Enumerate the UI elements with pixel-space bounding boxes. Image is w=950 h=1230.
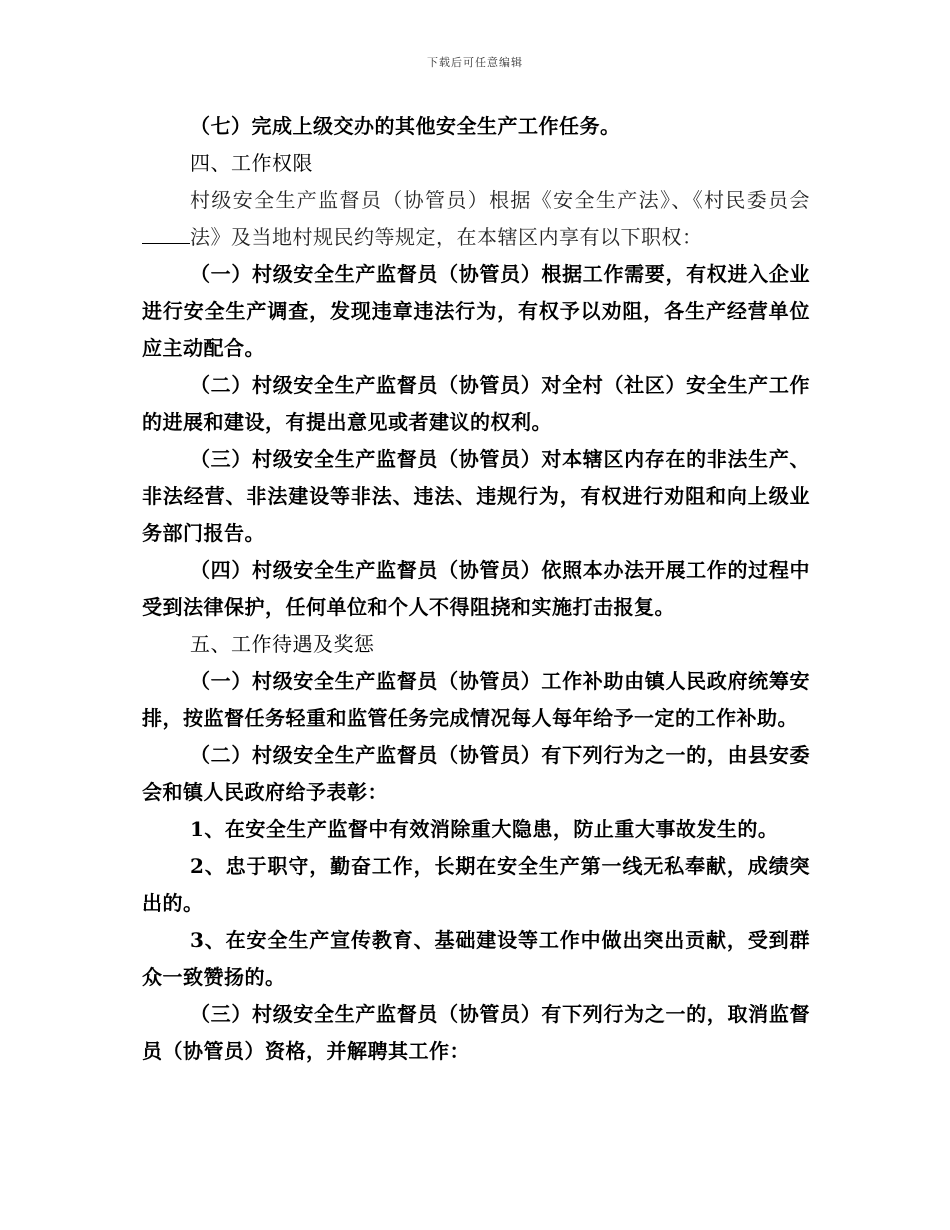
intro-text-after-blank: 法》及当地村规民约等规定，在本辖区内享有以下职权： bbox=[190, 225, 703, 249]
item-seven-paragraph: （七）完成上级交办的其他安全生产工作任务。 bbox=[190, 114, 621, 138]
commendation-point-one: 1、在安全生产监督中有效消除重大隐患，防止重大事故发生的。 bbox=[190, 817, 779, 841]
reward-item-three: （三）村级安全生产监督员（协管员）有下列行为之一的，取消监督员（协管员）资格，并解聘其工作： bbox=[142, 1002, 810, 1063]
section-four-heading: 四、工作权限 bbox=[190, 151, 313, 175]
section-four-intro bbox=[142, 182, 810, 256]
commendation-point-two: 2、忠于职守，勤奋工作，长期在安全生产第一线无私奉献，成绩突出的。 bbox=[142, 854, 810, 915]
document-body bbox=[142, 108, 810, 1070]
reward-item-one: （一）村级安全生产监督员（协管员）工作补助由镇人民政府统筹安排，按监督任务轻重和监管任务完成情况每人每年给予一定的工作补助。 bbox=[142, 669, 810, 730]
authority-item-two: （二）村级安全生产监督员（协管员）对全村（社区）安全生产工作的进展和建设，有提出意见或者建议的权利。 bbox=[142, 373, 810, 434]
authority-item-four: （四）村级安全生产监督员（协管员）依照本办法开展工作的过程中受到法律保护，任何单位和个人不得阻挠和实施打击报复。 bbox=[142, 558, 810, 619]
fill-blank bbox=[142, 225, 190, 244]
commendation-point-three: 3、在安全生产宣传教育、基础建设等工作中做出突出贡献，受到群众一致赞扬的。 bbox=[142, 928, 810, 989]
intro-text-before-blank: 村级安全生产监督员（协管员）根据《安全生产法》、《村民委员会 bbox=[190, 188, 810, 212]
reward-item-two: （二）村级安全生产监督员（协管员）有下列行为之一的，由县安委会和镇人民政府给予表彰： bbox=[142, 743, 810, 804]
section-five-heading: 五、工作待遇及奖惩 bbox=[190, 632, 375, 656]
authority-item-three: （三）村级安全生产监督员（协管员）对本辖区内存在的非法生产、非法经营、非法建设等非法、违法、违规行为，有权进行劝阻和向上级业务部门报告。 bbox=[142, 447, 810, 545]
authority-item-one: （一）村级安全生产监督员（协管员）根据工作需要，有权进入企业进行安全生产调查，发现违章违法行为，有权予以劝阻，各生产经营单位应主动配合。 bbox=[142, 262, 810, 360]
page-header: 下载后可任意编辑 bbox=[427, 56, 523, 69]
